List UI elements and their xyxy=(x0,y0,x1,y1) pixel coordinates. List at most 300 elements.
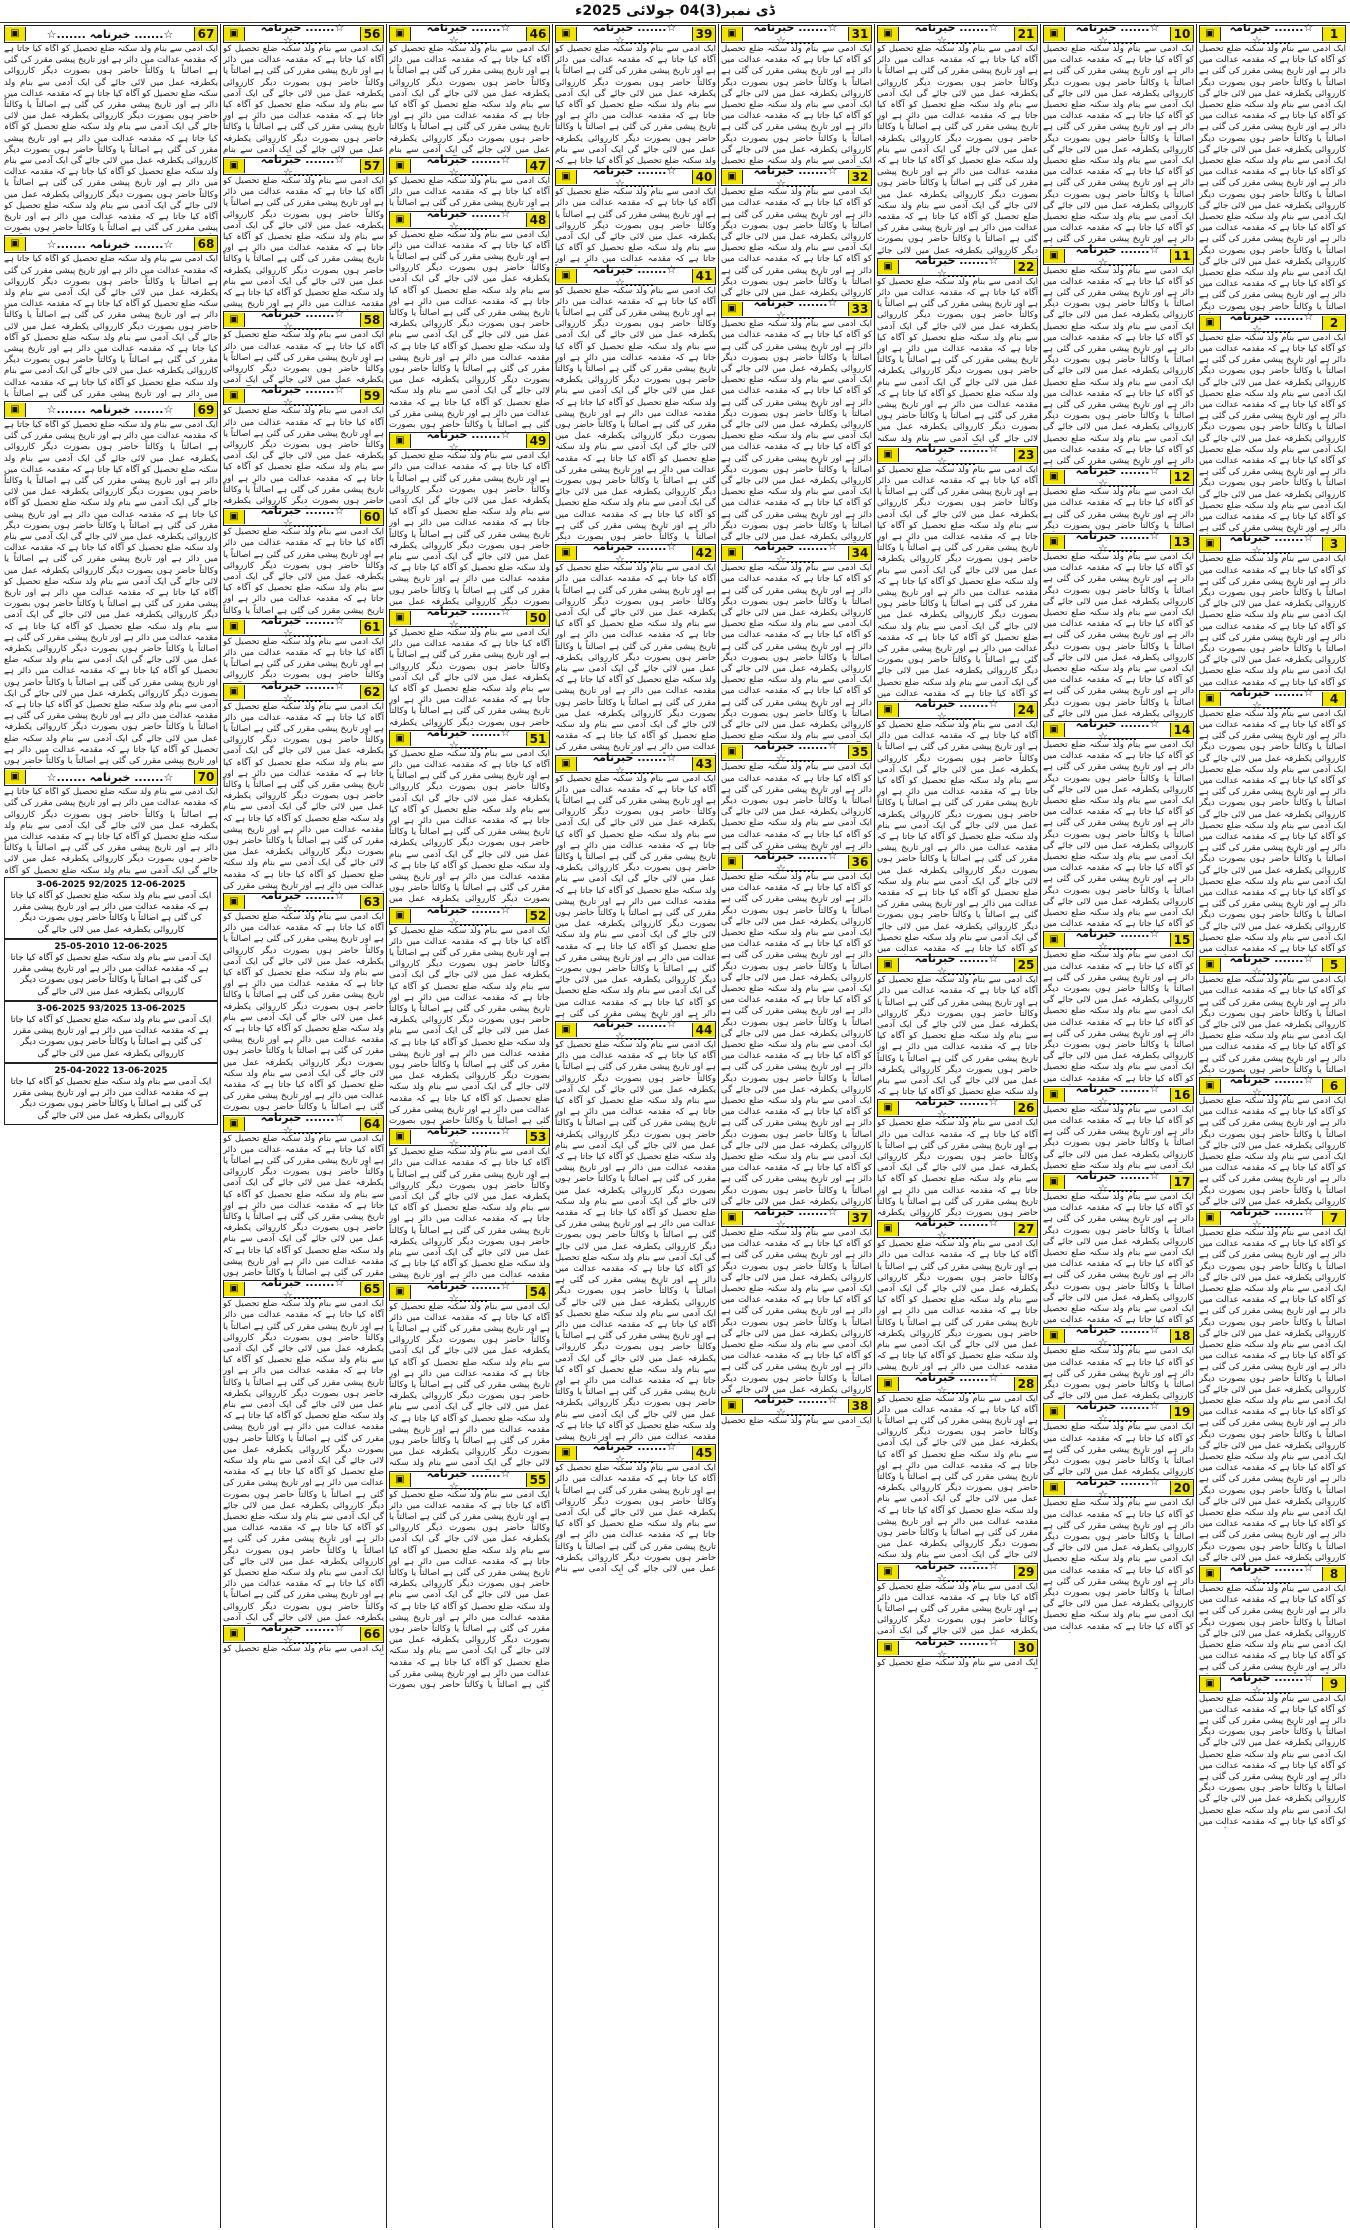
register-badge-icon: ▣ xyxy=(878,1377,899,1391)
notice-item xyxy=(877,441,1038,700)
notice-header xyxy=(877,441,1038,468)
notice-header xyxy=(1043,1081,1194,1108)
notice-number: 17 xyxy=(1170,1175,1193,1189)
notice-header xyxy=(1043,464,1194,491)
notice-label: ☆....... خبرنامہ .......☆ xyxy=(1075,528,1160,555)
notice-number: 40 xyxy=(692,170,715,184)
notice-item xyxy=(877,1216,1038,1373)
column-4 xyxy=(718,24,874,2228)
notice-date: 3-06-2025 93/2025 13-06-2025 xyxy=(36,1003,186,1014)
notice-label: ☆....... خبرنامہ .......☆ xyxy=(260,1620,345,1647)
notice-label: ☆....... خبرنامہ .......☆ xyxy=(1229,309,1314,336)
notice-number: 25 xyxy=(1014,958,1037,972)
notice-number: 57 xyxy=(360,159,383,173)
notice-label: ☆....... خبرنامہ .......☆ xyxy=(1229,1670,1314,1697)
notice-number: 28 xyxy=(1014,1377,1037,1391)
notice-number: 31 xyxy=(848,27,871,41)
column-1 xyxy=(1196,24,1348,2228)
notice-number: 53 xyxy=(526,1130,549,1144)
notice-label: ☆....... خبرنامہ .......☆ xyxy=(260,383,345,410)
notice-label: ☆....... خبرنامہ .......☆ xyxy=(426,153,511,179)
notice-number: 55 xyxy=(526,1473,549,1487)
notice-label: ☆....... خبرنامہ .......☆ xyxy=(1229,1072,1314,1099)
notice-label: ☆....... خبرنامہ .......☆ xyxy=(914,441,999,468)
register-badge-icon: ▣ xyxy=(556,1023,577,1037)
notice-body: ایک آدمی سے بنام ولد سکنہ ضلع تحصیل کو آگاہ کیا جاتا ہے کہ مقدمہ عدالت میں دائر ہے اور تاریخ پیشی مقرر کی گئی ہے اصالتاً یا وکالتاً حاضر ہوں بصورت دیگر کارروائی یکطرفہ عمل میں لائی جائے گی ایک آدمی سے بنام ولد سکنہ ضلع تحصیل کو آگاہ کیا جاتا ہے کہ مقدمہ عدالت میں دائر ہے اور تاریخ پیشی مقرر کی گئی ہے اصالتاً یا وکالتاً حاضر ہوں بصورت دیگر کارروائی یکطرفہ عمل میں لائی جائے گی ایک آدمی سے بنام ولد سکنہ ضلع تحصیل کو آگاہ کیا جاتا ہے کہ مقدمہ عدالت میں دائر ہے اور تاریخ پیشی xyxy=(389,1147,550,1281)
register-badge-icon: ▣ xyxy=(878,27,899,41)
notice-item xyxy=(389,1466,550,1692)
register-badge-icon: ▣ xyxy=(390,1473,411,1487)
notice-number: 47 xyxy=(526,159,549,173)
notice-number: 19 xyxy=(1170,1405,1193,1419)
notice-body: ایک آدمی سے بنام ولد سکنہ ضلع تحصیل کو آگاہ کیا جاتا ہے کہ مقدمہ عدالت میں دائر ہے اور تاریخ پیشی مقرر کی گئی ہے اصالتاً یا وکالتاً حاضر ہوں بصورت دیگر کارروائی یکطرفہ عمل میں لائی جائے گی ایک آدمی سے بنام ولد سکنہ ضلع تحصیل کو آگاہ کیا جاتا ہے کہ مقدمہ عدالت میں دائر ہے اور تاریخ پیشی مقرر کی گئی ہے اصالتاً یا وکالتاً حاضر ہوں بصورت دیگر کارروائی یکطرفہ عمل میں لائی جائے گی ایک آدمی سے بنام ولد سکنہ ضلع تحصیل کو آگاہ کیا جاتا ہے کہ مقدمہ عدالت میں دائر ہے اور تاریخ پیشی مقرر کی گئی ہے اصالتاً یا وکالتاً حاضر ہوں بصورت دیگر کارروائی یکطرفہ عمل میں لائی جائے گی ایک آدمی سے بنام ولد سکنہ ضلع تحصیل کو آگاہ کیا جاتا ہے کہ مقدمہ عدالت میں دائر ہے اور تاریخ پیشی مقرر کی گئی ہے اصالتاً یا وکالتاً حاضر ہوں بصورت دیگر کارروائی یکطرفہ عمل میں لائی جائے گی ایک آدمی سے بنام ولد سکنہ ضلع تحصیل کو آگاہ کیا جاتا ہے کہ مقدمہ عدالت میں دائر ہے اور تاریخ پیشی مقرر کی گئی ہے اصالتاً یا وکالتاً حاضر ہوں بصورت xyxy=(4,44,218,234)
notice-number: 70 xyxy=(194,770,217,784)
notice-item xyxy=(721,25,872,167)
column-6 xyxy=(386,24,552,2228)
notice-label: ☆....... خبرنامہ .......☆ xyxy=(1075,716,1160,743)
notice-body: ایک آدمی سے بنام ولد سکنہ ضلع تحصیل کو آگاہ کیا جاتا ہے کہ مقدمہ عدالت میں دائر ہے اور تاریخ پیشی مقرر کی گئی ہے اصالتاً یا وکالتاً حاضر ہوں بصورت دیگر کارروائی یکطرفہ عمل میں لائی جائے گی ایک آدمی سے بنام ولد سکنہ ضلع تحصیل کو آگاہ کیا جاتا ہے کہ مقدمہ عدالت میں دائر ہے اور تاریخ پیشی مقرر کی گئی ہے اصالتاً یا وکالتاً حاضر ہوں بصورت دیگر xyxy=(1199,975,1346,1075)
notice-body: ایک آدمی سے بنام ولد سکنہ ضلع تحصیل کو آگاہ کیا جاتا ہے کہ مقدمہ عدالت میں دائر ہے اور تاریخ پیشی مقرر کی گئی ہے اصالتاً یا xyxy=(389,176,550,209)
notice-number: 1 xyxy=(1322,27,1345,41)
notice-body: ایک آدمی سے بنام ولد سکنہ ضلع تحصیل کو آگاہ کیا جاتا ہے کہ مقدمہ عدالت میں دائر ہے اور تاریخ پیشی مقرر کی گئی ہے اصالتاً یا وکالتاً حاضر ہوں بصورت دیگر کارروائی یکطرفہ عمل میں لائی جائے گی ایک آدمی سے بنام ولد سکنہ ضلع تحصیل کو آگاہ کیا جاتا ہے کہ مقدمہ عدالت میں دائر ہے اور تاریخ پیشی مقرر کی گئی ہے اصالتاً یا وکالتاً حاضر ہوں بصورت دیگر کارروائی یکطرفہ xyxy=(223,406,384,507)
register-badge-icon: ▣ xyxy=(224,1627,245,1641)
notice-label: ☆....... خبرنامہ .......☆ xyxy=(753,164,838,191)
notice-header xyxy=(1199,685,1346,712)
register-badge-icon: ▣ xyxy=(878,1641,899,1655)
notice-body: ایک آدمی سے بنام ولد سکنہ ضلع تحصیل کو آگاہ کیا جاتا ہے کہ مقدمہ عدالت میں دائر ہے اور تاریخ پیشی مقرر کی گئی ہے اصالتاً یا وکالتاً حاضر ہوں بصورت دیگر xyxy=(1043,487,1194,531)
notice-item xyxy=(223,25,384,156)
notice-item xyxy=(389,25,550,156)
notice-number: 4 xyxy=(1322,692,1345,706)
notice-body: ایک آدمی سے بنام ولد سکنہ ضلع تحصیل کو آگاہ کیا جاتا ہے کہ مقدمہ عدالت میں دائر ہے اور تاریخ پیشی مقرر کی گئی ہے اصالتاً یا وکالتاً حاضر ہوں بصورت دیگر کارروائی یکطرفہ عمل میں لائی جائے گی ایک آدمی سے بنام ولد سکنہ ضلع تحصیل کو آگاہ کیا جاتا ہے کہ مقدمہ عدالت میں دائر ہے اور تاریخ پیشی مقرر کی گئی ہے اصالتاً یا وکالتاً حاضر ہوں بصورت دیگر کارروائی یکطرفہ عمل میں لائی جائے گی ایک آدمی سے بنام ولد سکنہ ضلع تحصیل کو آگاہ کیا جاتا ہے کہ مقدمہ عدالت میں دائر ہے اور تاریخ پیشی مقرر کی گئی ہے اصالتاً یا وکالتاً حاضر ہوں بصورت دیگر کارروائی یکطرفہ عمل میں لائی جائے گی ایک آدمی سے بنام ولد سکنہ ضلع تحصیل کو آگاہ کیا جاتا ہے کہ مقدمہ عدالت میں دائر ہے اور تاریخ پیشی مقرر کی گئی ہے اصالتاً یا وکالتاً حاضر ہوں بصورت دیگر کارروائی یکطرفہ عمل میں لائی جائے گی ایک آدمی سے بنام ولد سکنہ ضلع تحصیل کو آگاہ کیا جاتا ہے کہ مقدمہ عدالت میں دائر ہے اور تاریخ پیشی مقرر کی گئی ہے xyxy=(555,773,716,1019)
notice-header xyxy=(721,24,872,47)
column-5 xyxy=(552,24,718,2228)
notice-label: ☆....... خبرنامہ .......☆ xyxy=(753,1392,838,1419)
register-badge-icon: ▣ xyxy=(390,732,411,746)
notice-item xyxy=(721,164,872,299)
notice-number: 35 xyxy=(848,745,871,759)
notice-header xyxy=(877,24,1038,47)
notice-label: ☆....... خبرنامہ .......☆ xyxy=(1229,24,1314,47)
notice-header xyxy=(1043,528,1194,555)
notice-header xyxy=(223,24,384,47)
notice-body: ایک آدمی سے بنام ولد سکنہ ضلع تحصیل کو آگاہ کیا جاتا ہے کہ مقدمہ عدالت میں دائر ہے اور تاریخ پیشی مقرر کی گئی ہے اصالتاً یا وکالتاً حاضر ہوں بصورت دیگر کارروائی یکطرفہ عمل میں لائی جائے گی ایک آدمی سے بنام ولد سکنہ ضلع تحصیل کو آگاہ کیا جاتا ہے کہ مقدمہ عدالت میں دائر ہے اور تاریخ پیشی مقرر کی گئی ہے اصالتاً یا وکالتاً حاضر ہوں بصورت دیگر کارروائی یکطرفہ عمل میں لائی جائے گی ایک آدمی سے بنام ولد سکنہ ضلع تحصیل کو آگاہ کیا جاتا ہے کہ مقدمہ عدالت میں دائر ہے اور تاریخ پیشی مقرر کی گئی ہے اصالتاً یا وکالتاً حاضر ہوں بصورت دیگر کارروائی یکطرفہ عمل میں لائی جائے گی ایک آدمی سے بنام ولد سکنہ xyxy=(389,1301,550,1469)
notice-label: ☆....... خبرنامہ .......☆ xyxy=(592,1016,677,1043)
register-badge-icon: ▣ xyxy=(5,770,26,784)
notice-number: 50 xyxy=(526,611,549,625)
register-badge-icon: ▣ xyxy=(5,237,26,251)
notice-number: 6 xyxy=(1322,1079,1345,1093)
notice-item xyxy=(223,1276,384,1624)
notice-header xyxy=(721,1392,872,1419)
register-badge-icon: ▣ xyxy=(390,27,411,41)
notice-header xyxy=(1199,1560,1346,1587)
notice-header xyxy=(1199,531,1346,558)
notice-text: ایک آدمی سے بنام ولد سکنہ ضلع تحصیل کو آگاہ کیا جاتا ہے کہ مقدمہ عدالت میں دائر ہے اور تاریخ پیشی مقرر کی گئی ہے اصالتاً یا وکالتاً حاضر ہوں بصورت دیگر کارروائی یکطرفہ عمل میں لائی جائے گی xyxy=(10,1015,212,1059)
notice-body: ایک آدمی سے بنام ولد سکنہ ضلع تحصیل کو آگاہ کیا جاتا ہے کہ مقدمہ عدالت میں دائر ہے اور تاریخ پیشی مقرر کی گئی ہے اصالتاً یا وکالتاً حاضر ہوں بصورت دیگر کارروائی یکطرفہ عمل میں لائی جائے گی ایک آدمی سے بنام ولد سکنہ ضلع تحصیل کو آگاہ کیا جاتا ہے کہ مقدمہ عدالت میں دائر ہے اور تاریخ پیشی مقرر کی گئی ہے اصالتاً یا وکالتاً حاضر ہوں بصورت دیگر کارروائی یکطرفہ xyxy=(389,627,550,728)
notice-label: ☆....... خبرنامہ .......☆ xyxy=(1229,685,1314,712)
notice-item xyxy=(877,1370,1038,1562)
notice-body: ایک آدمی سے بنام ولد سکنہ ضلع تحصیل کو آگاہ کیا جاتا ہے کہ مقدمہ عدالت میں دائر ہے اور تاریخ پیشی مقرر کی گئی ہے اصالتاً یا وکالتاً حاضر ہوں بصورت دیگر کارروائی یکطرفہ عمل میں لائی جائے گی ایک آدمی سے بنام ولد سکنہ ضلع تحصیل کو آگاہ کیا جاتا ہے کہ مقدمہ عدالت میں دائر ہے اور تاریخ پیشی مقرر کی گئی ہے اصالتاً یا وکالتاً xyxy=(223,527,384,616)
notice-label: ☆....... خبرنامہ .......☆ xyxy=(592,1440,677,1467)
notice-item xyxy=(877,1095,1038,1219)
notice-item xyxy=(555,262,716,544)
notice-header xyxy=(877,696,1038,723)
notice-number: 21 xyxy=(1014,27,1037,41)
notice-item xyxy=(1043,716,1194,930)
notice-label: ☆....... خبرنامہ .......☆ xyxy=(592,540,677,567)
notice-header xyxy=(4,401,218,419)
notice-number: 43 xyxy=(692,757,715,771)
notice-number: 36 xyxy=(848,855,871,869)
notice-label: ☆....... خبرنامہ .......☆ xyxy=(1075,927,1160,954)
notice-header xyxy=(1043,1399,1194,1426)
notice-header xyxy=(721,1204,872,1231)
notice-body: ایک آدمی سے بنام ولد سکنہ ضلع تحصیل کو آگاہ کیا جاتا ہے کہ مقدمہ عدالت میں دائر ہے اور تاریخ پیشی مقرر کی گئی ہے اصالتاً یا وکالتاً حاضر ہوں بصورت دیگر کارروائی یکطرفہ عمل میں لائی جائے گی ایک آدمی سے بنام ولد سکنہ ضلع تحصیل کو آگاہ کیا جاتا ہے کہ مقدمہ عدالت میں دائر ہے اور تاریخ پیشی مقرر کی گئی ہے اصالتاً یا وکالتاً حاضر ہوں بصورت دیگر کارروائی یکطرفہ عمل میں لائی جائے گی ایک آدمی سے بنام xyxy=(389,44,550,155)
notice-item xyxy=(721,1204,872,1396)
notice-item xyxy=(877,1634,1038,1669)
column-8 xyxy=(2,24,220,2228)
register-badge-icon: ▣ xyxy=(722,855,743,869)
register-badge-icon: ▣ xyxy=(556,546,577,560)
notice-number: 11 xyxy=(1170,249,1193,263)
register-badge-icon: ▣ xyxy=(1044,723,1065,737)
register-badge-icon: ▣ xyxy=(1044,535,1065,549)
notice-header xyxy=(223,1110,384,1137)
notice-header xyxy=(721,296,872,323)
register-badge-icon: ▣ xyxy=(1044,249,1065,263)
notice-header xyxy=(389,206,550,233)
notice-number: 41 xyxy=(692,269,715,283)
notice-item xyxy=(223,1110,384,1280)
notice-header xyxy=(389,1278,550,1305)
notice-item xyxy=(1043,528,1194,720)
notice-body: ایک آدمی سے بنام ولد سکنہ ضلع تحصیل کو آگاہ کیا جاتا ہے کہ مقدمہ عدالت میں دائر ہے اور تاریخ پیشی مقرر کی گئی ہے اصالتاً یا وکالتاً حاضر ہوں بصورت دیگر کارروائی یکطرفہ عمل میں لائی جائے گی ایک آدمی سے بنام ولد سکنہ ضلع تحصیل کو آگاہ کیا جاتا ہے کہ مقدمہ عدالت میں دائر ہے اور تاریخ پیشی مقرر کی گئی ہے اصالتاً یا وکالتاً حاضر ہوں بصورت دیگر کارروائی یکطرفہ عمل میں لائی جائے گی ایک آدمی سے بنام ولد سکنہ ضلع تحصیل کو آگاہ xyxy=(4,787,218,876)
register-badge-icon: ▣ xyxy=(390,159,411,173)
notice-label: ☆....... خبرنامہ .......☆ xyxy=(1229,1204,1314,1231)
notice-label: ☆....... خبرنامہ .......☆ xyxy=(1229,952,1314,979)
notice-header xyxy=(1199,309,1346,336)
notice-body: ایک آدمی سے بنام ولد سکنہ ضلع تحصیل کو آگاہ کیا جاتا ہے کہ مقدمہ عدالت میں دائر ہے اور تاریخ پیشی مقرر کی گئی ہے اصالتاً یا وکالتاً حاضر ہوں بصورت دیگر کارروائی یکطرفہ عمل میں لائی جائے گی ایک آدمی سے بنام ولد سکنہ ضلع تحصیل کو آگاہ کیا جاتا ہے کہ مقدمہ عدالت میں دائر ہے اور تاریخ پیشی مقرر کی گئی ہے اصالتاً یا وکالتاً حاضر ہوں بصورت دیگر کارروائی یکطرفہ عمل میں لائی جائے گی ایک آدمی سے بنام ولد سکنہ ضلع تحصیل کو آگاہ کیا جاتا ہے کہ مقدمہ عدالت میں xyxy=(1043,1191,1194,1326)
notice-number: 15 xyxy=(1170,933,1193,947)
notice-body: ایک آدمی سے بنام ولد سکنہ ضلع تحصیل کو آگاہ کیا جاتا ہے کہ مقدمہ عدالت میں دائر ہے اور تاریخ پیشی مقرر کی گئی ہے اصالتاً یا وکالتاً حاضر ہوں بصورت دیگر کارروائی یکطرفہ عمل میں لائی جائے گی ایک آدمی سے بنام ولد سکنہ ضلع تحصیل کو آگاہ کیا جاتا ہے کہ مقدمہ عدالت میں دائر ہے اور تاریخ پیشی مقرر کی گئی ہے اصالتاً یا وکالتاً حاضر ہوں بصورت دیگر کارروائی یکطرفہ عمل میں لائی جائے گی ایک آدمی سے بنام ولد سکنہ ضلع تحصیل کو آگاہ کیا جاتا ہے کہ مقدمہ عدالت میں دائر ہے اور تاریخ پیشی مقرر کی گئی ہے اصالتاً یا وکالتاً حاضر ہوں بصورت دیگر کارروائی یکطرفہ عمل میں لائی جائے گی ایک آدمی سے بنام ولد سکنہ ضلع تحصیل کو آگاہ کیا جاتا ہے کہ مقدمہ عدالت میں دائر ہے اور تاریخ پیشی مقرر کی گئی ہے اصالتاً یا وکالتاً حاضر ہوں بصورت دیگر کارروائی یکطرفہ عمل میں لائی جائے xyxy=(877,44,1038,256)
register-badge-icon: ▣ xyxy=(722,1399,743,1413)
notice-label: ☆....... خبرنامہ .......☆ xyxy=(1075,464,1160,491)
notice-number: 26 xyxy=(1014,1101,1037,1115)
notice-body: ایک آدمی سے بنام ولد سکنہ ضلع تحصیل کو xyxy=(223,1643,384,1654)
notice-label: ☆....... خبرنامہ .......☆ xyxy=(426,725,511,752)
notice-header xyxy=(4,25,218,43)
register-badge-icon: ▣ xyxy=(1200,316,1221,330)
notice-body: ایک آدمی سے بنام ولد سکنہ ضلع تحصیل کو آگاہ کیا جاتا ہے کہ مقدمہ عدالت میں دائر ہے اور تاریخ پیشی مقرر کی گئی ہے اصالتاً یا وکالتاً حاضر ہوں بصورت دیگر کارروائی یکطرفہ عمل میں لائی جائے گی ایک آدمی سے بنام ولد سکنہ ضلع تحصیل کو آگاہ کیا جاتا ہے کہ مقدمہ عدالت میں دائر ہے اور تاریخ پیشی مقرر کی گئی ہے xyxy=(1199,1583,1346,1673)
notice-number: 16 xyxy=(1170,1088,1193,1102)
notice-header xyxy=(389,153,550,179)
notice-item xyxy=(1199,531,1346,688)
notice-body: ایک آدمی سے بنام ولد سکنہ ضلع تحصیل کو آگاہ کیا جاتا ہے کہ مقدمہ عدالت میں دائر ہے اور تاریخ پیشی مقرر کی گئی ہے اصالتاً یا وکالتاً حاضر ہوں بصورت دیگر کارروائی یکطرفہ عمل میں لائی جائے گی ایک آدمی سے بنام ولد سکنہ ضلع تحصیل کو آگاہ کیا جاتا ہے کہ مقدمہ عدالت میں دائر ہے اور تاریخ پیشی مقرر کی گئی ہے اصالتاً یا وکالتاً حاضر ہوں بصورت دیگر کارروائی یکطرفہ عمل میں لائی جائے گی ایک آدمی سے بنام ولد سکنہ ضلع تحصیل کو آگاہ کیا جاتا ہے کہ مقدمہ عدالت میں دائر ہے اور تاریخ پیشی xyxy=(877,1239,1038,1373)
notice-header xyxy=(389,1124,550,1151)
notice-header xyxy=(877,1095,1038,1122)
notice-body: ایک آدمی سے بنام ولد سکنہ ضلع تحصیل کو آگاہ کیا جاتا ہے کہ مقدمہ عدالت میں دائر ہے اور تاریخ پیشی مقرر کی گئی ہے اصالتاً یا وکالتاً حاضر ہوں بصورت دیگر کارروائی یکطرفہ عمل میں لائی جائے گی ایک آدمی سے بنام ولد سکنہ ضلع تحصیل کو آگاہ کیا جاتا ہے کہ مقدمہ عدالت میں دائر ہے اور تاریخ پیشی مقرر کی گئی ہے اصالتاً یا وکالتاً حاضر ہوں بصورت دیگر کارروائی یکطرفہ عمل میں لائی جائے گی ایک آدمی سے بنام ولد سکنہ ضلع تحصیل کو آگاہ کیا جاتا ہے کہ مقدمہ عدالت میں xyxy=(1043,950,1194,1084)
notice-item xyxy=(1043,927,1194,1084)
register-badge-icon: ▣ xyxy=(722,1211,743,1225)
notice-number: 61 xyxy=(360,620,383,634)
notice-label: ☆....... خبرنامہ .......☆ xyxy=(46,403,174,417)
register-badge-icon: ▣ xyxy=(1200,537,1221,551)
register-badge-icon: ▣ xyxy=(878,1222,899,1236)
notice-header xyxy=(555,750,716,777)
notice-header xyxy=(1199,1204,1346,1231)
notice-body: ایک آدمی سے بنام ولد سکنہ ضلع تحصیل کو آگاہ کیا جاتا ہے کہ مقدمہ عدالت میں دائر ہے اور تاریخ پیشی مقرر کی گئی ہے اصالتاً یا وکالتاً حاضر ہوں بصورت دیگر کارروائی یکطرفہ عمل میں لائی جائے گی ایک آدمی سے بنام ولد سکنہ ضلع تحصیل کو آگاہ کیا جاتا ہے کہ مقدمہ عدالت میں دائر ہے اور تاریخ پیشی مقرر کی گئی ہے اصالتاً یا وکالتاً حاضر ہوں بصورت دیگر کارروائی یکطرفہ عمل میں لائی جائے گی ایک آدمی سے بنام ولد سکنہ ضلع تحصیل کو آگاہ کیا جاتا ہے کہ مقدمہ عدالت میں دائر ہے اور تاریخ پیشی مقرر کی گئی ہے اصالتاً یا وکالتاً حاضر ہوں بصورت دیگر کارروائی یکطرفہ عمل میں لائی جائے گی ایک آدمی سے بنام ولد سکنہ ضلع تحصیل کو آگاہ کیا جاتا ہے کہ مقدمہ عدالت میں دائر ہے اور تاریخ پیشی مقرر کی xyxy=(223,701,384,891)
notice-body: ایک آدمی سے بنام ولد سکنہ ضلع تحصیل کو آگاہ کیا جاتا ہے کہ مقدمہ عدالت میں دائر ہے اور تاریخ پیشی مقرر کی گئی ہے اصالتاً یا وکالتاً حاضر ہوں بصورت دیگر کارروائی یکطرفہ عمل میں لائی جائے گی ایک آدمی سے بنام ولد سکنہ ضلع تحصیل کو آگاہ کیا جاتا ہے کہ مقدمہ عدالت میں دائر ہے اور تاریخ پیشی مقرر کی گئی ہے اصالتاً یا وکالتاً حاضر ہوں بصورت دیگر کارروائی یکطرفہ عمل میں لائی جائے گی ایک آدمی سے بنام ولد سکنہ ضلع تحصیل کو آگاہ کیا جاتا ہے کہ مقدمہ عدالت میں دائر ہے اور تاریخ پیشی مقرر کی گئی ہے اصالتاً یا وکالتاً حاضر ہوں بصورت دیگر کارروائی یکطرفہ عمل میں لائی جائے گی ایک آدمی سے بنام ولد سکنہ ضلع تحصیل کو آگاہ کیا جاتا ہے کہ مقدمہ عدالت میں دائر ہے اور تاریخ پیشی مقرر کی گئی ہے xyxy=(1043,44,1194,245)
notice-label: ☆....... خبرنامہ .......☆ xyxy=(753,540,838,567)
notice-number: 60 xyxy=(360,510,383,524)
register-badge-icon: ▣ xyxy=(1200,958,1221,972)
notice-header xyxy=(389,1466,550,1493)
notice-item xyxy=(4,25,218,234)
notice-number: 7 xyxy=(1322,1211,1345,1225)
notice-label: ☆....... خبرنامہ .......☆ xyxy=(260,888,345,915)
notice-label: ☆....... خبرنامہ .......☆ xyxy=(914,1370,999,1397)
notice-item xyxy=(877,952,1038,1098)
register-badge-icon: ▣ xyxy=(1044,1175,1065,1189)
notice-item xyxy=(389,902,550,1128)
notice-body: ایک آدمی سے بنام ولد سکنہ ضلع تحصیل کو آگاہ کیا جاتا ہے کہ مقدمہ عدالت میں دائر ہے اور تاریخ پیشی مقرر کی گئی ہے اصالتاً یا وکالتاً حاضر ہوں بصورت دیگر کارروائی یکطرفہ عمل میں لائی جائے گی ایک آدمی سے بنام ولد سکنہ ضلع تحصیل کو آگاہ کیا جاتا ہے کہ مقدمہ عدالت میں دائر ہے اور تاریخ پیشی مقرر کی گئی ہے اصالتاً یا وکالتاً حاضر ہوں بصورت دیگر کارروائی یکطرفہ عمل میں لائی جائے گی ایک آدمی سے بنام xyxy=(555,1463,716,1574)
notice-body: ایک آدمی سے بنام ولد سکنہ ضلع تحصیل کو آگاہ کیا جاتا ہے کہ مقدمہ عدالت میں دائر ہے اور تاریخ پیشی مقرر کی گئی ہے اصالتاً یا وکالتاً حاضر ہوں بصورت دیگر کارروائی یکطرفہ عمل میں لائی جائے گی ایک آدمی سے بنام ولد سکنہ ضلع تحصیل کو آگاہ کیا جاتا ہے کہ مقدمہ عدالت میں دائر ہے اور تاریخ پیشی مقرر کی گئی ہے xyxy=(721,762,872,851)
notice-number: 20 xyxy=(1170,1481,1193,1495)
notice-body: ایک آدمی سے بنام ولد سکنہ ضلع تحصیل کو آگاہ کیا جاتا ہے کہ مقدمہ عدالت میں دائر ہے اور تاریخ پیشی مقرر کی گئی ہے اصالتاً یا وکالتاً حاضر ہوں بصورت دیگر کارروائی یکطرفہ عمل میں لائی جائے گی ایک آدمی سے بنام ولد سکنہ ضلع تحصیل کو آگاہ کیا جاتا ہے کہ مقدمہ عدالت میں دائر ہے اور تاریخ پیشی مقرر کی گئی ہے اصالتاً یا وکالتاً حاضر ہوں بصورت دیگر کارروائی یکطرفہ عمل میں لائی جائے گی ایک آدمی سے بنام ولد سکنہ ضلع تحصیل کو آگاہ کیا جاتا ہے کہ مقدمہ عدالت میں دائر ہے اور تاریخ پیشی مقرر کی گئی ہے اصالتاً یا وکالتاً حاضر ہوں بصورت دیگر کارروائی یکطرفہ عمل میں xyxy=(389,748,550,905)
notice-item xyxy=(721,739,872,852)
notice-header xyxy=(223,383,384,410)
register-badge-icon: ▣ xyxy=(390,611,411,625)
notice-item xyxy=(555,164,716,265)
court-notice xyxy=(4,939,218,1001)
notice-body: ایک آدمی سے بنام ولد سکنہ ضلع تحصیل کو آگاہ کیا جاتا ہے کہ مقدمہ عدالت میں دائر ہے اور تاریخ پیشی مقرر کی گئی ہے اصالتاً یا وکالتاً حاضر ہوں بصورت دیگر کارروائی یکطرفہ عمل میں لائی جائے گی ایک آدمی سے بنام ولد سکنہ ضلع تحصیل کو آگاہ کیا جاتا ہے کہ مقدمہ عدالت میں دائر ہے اور تاریخ پیشی مقرر کی گئی ہے اصالتاً یا وکالتاً حاضر ہوں بصورت دیگر کارروائی یکطرفہ عمل میں لائی جائے گی ایک آدمی سے بنام ولد سکنہ ضلع تحصیل کو آگاہ کیا جاتا ہے کہ xyxy=(877,975,1038,1098)
notice-label: ☆....... خبرنامہ .......☆ xyxy=(46,770,174,784)
register-badge-icon: ▣ xyxy=(556,757,577,771)
notice-label: ☆....... خبرنامہ .......☆ xyxy=(753,24,838,47)
notice-label: ☆....... خبرنامہ .......☆ xyxy=(1075,1323,1160,1350)
register-badge-icon: ▣ xyxy=(1200,27,1221,41)
register-badge-icon: ▣ xyxy=(224,27,245,41)
notice-item xyxy=(877,25,1038,257)
notice-body: ایک آدمی سے بنام ولد سکنہ ضلع تحصیل کو آگاہ کیا جاتا ہے کہ مقدمہ عدالت میں دائر ہے اور تاریخ پیشی مقرر کی گئی ہے اصالتاً یا وکالتاً حاضر ہوں بصورت دیگر کارروائی یکطرفہ عمل میں لائی جائے گی ایک آدمی سے بنام ولد سکنہ ضلع تحصیل کو آگاہ کیا جاتا ہے کہ مقدمہ عدالت میں دائر ہے اور تاریخ پیشی مقرر کی گئی ہے اصالتاً یا وکالتاً حاضر ہوں بصورت دیگر کارروائی یکطرفہ xyxy=(877,1118,1038,1218)
notice-header xyxy=(877,1216,1038,1243)
notice-item xyxy=(1043,1475,1194,1632)
notice-item xyxy=(1199,1072,1346,1208)
register-badge-icon: ▣ xyxy=(556,1446,577,1460)
notice-label: ☆....... خبرنامہ .......☆ xyxy=(592,262,677,289)
notice-date: 3-06-2025 92/2025 12-06-2025 xyxy=(36,879,186,890)
register-badge-icon: ▣ xyxy=(722,302,743,316)
notice-label: ☆....... خبرنامہ .......☆ xyxy=(260,307,345,334)
notice-body: ایک آدمی سے بنام ولد سکنہ ضلع تحصیل کو آگاہ کیا جاتا ہے کہ مقدمہ عدالت میں دائر ہے اور تاریخ پیشی مقرر کی گئی ہے اصالتاً یا وکالتاً حاضر ہوں بصورت دیگر کارروائی یکطرفہ عمل میں لائی جائے گی ایک آدمی سے بنام ولد سکنہ ضلع تحصیل کو آگاہ کیا جاتا ہے کہ مقدمہ عدالت میں دائر ہے اور تاریخ پیشی مقرر کی گئی ہے اصالتاً یا وکالتاً حاضر ہوں بصورت دیگر کارروائی یکطرفہ عمل میں لائی جائے گی ایک آدمی سے بنام ولد سکنہ ضلع تحصیل کو آگاہ کیا جاتا ہے کہ مقدمہ عدالت میں دائر ہے اور تاریخ پیشی مقرر کی گئی ہے اصالتاً یا وکالتاً حاضر ہوں بصورت دیگر کارروائی یکطرفہ عمل میں لائی جائے گی ایک آدمی سے بنام ولد سکنہ ضلع تحصیل کو آگاہ کیا جاتا ہے کہ مقدمہ عدالت میں دائر ہے اور تاریخ پیشی مقرر کی گئی ہے اصالتاً یا وکالتاً حاضر ہوں بصورت xyxy=(223,911,384,1113)
notice-item xyxy=(555,1016,716,1443)
notice-number: 42 xyxy=(692,546,715,560)
notice-header xyxy=(1199,24,1346,47)
notice-item xyxy=(389,206,550,432)
notice-number: 69 xyxy=(194,403,217,417)
column-2 xyxy=(1040,24,1196,2228)
notice-body: ایک آدمی سے بنام ولد سکنہ ضلع تحصیل کو آگاہ کیا جاتا ہے کہ مقدمہ عدالت میں دائر ہے اور تاریخ پیشی مقرر کی گئی ہے اصالتاً یا وکالتاً حاضر ہوں بصورت دیگر کارروائی یکطرفہ عمل میں لائی جائے گی ایک آدمی سے بنام ولد سکنہ ضلع تحصیل کو آگاہ کیا جاتا ہے کہ مقدمہ عدالت میں دائر ہے اور تاریخ پیشی مقرر کی گئی ہے اصالتاً یا وکالتاً حاضر ہوں بصورت دیگر کارروائی یکطرفہ عمل میں لائی جائے گی ایک آدمی سے بنام ولد سکنہ ضلع تحصیل کو آگاہ کیا جاتا ہے کہ xyxy=(555,44,716,167)
notice-body: ایک آدمی سے بنام ولد سکنہ ضلع تحصیل کو آگاہ کیا جاتا ہے کہ مقدمہ عدالت میں دائر ہے اور تاریخ پیشی مقرر کی گئی ہے اصالتاً یا وکالتاً حاضر ہوں بصورت دیگر کارروائی یکطرفہ عمل میں لائی جائے گی ایک آدمی سے بنام ولد سکنہ ضلع تحصیل کو آگاہ کیا جاتا ہے کہ مقدمہ عدالت میں دائر ہے اور تاریخ پیشی مقرر کی گئی ہے اصالتاً یا وکالتاً حاضر ہوں بصورت دیگر کارروائی یکطرفہ عمل میں لائی جائے گی ایک آدمی سے بنام ولد سکنہ ضلع تحصیل کو آگاہ کیا جاتا ہے کہ مقدمہ عدالت میں دائر ہے اور تاریخ پیشی مقرر کی گئی ہے اصالتاً یا وکالتاً حاضر ہوں بصورت دیگر کارروائی یکطرفہ عمل میں لائی جائے گی ایک آدمی سے بنام ولد سکنہ ضلع تحصیل کو آگاہ کیا جاتا ہے کہ مقدمہ عدالت میں دائر ہے اور تاریخ پیشی مقرر کی گئی ہے اصالتاً یا وکالتاً حاضر ہوں بصورت دیگر کارروائی یکطرفہ عمل میں لائی جائے گی ایک آدمی سے بنام ولد سکنہ ضلع تحصیل کو آگاہ کیا جاتا ہے کہ مقدمہ عدالت میں دائر ہے اور تاریخ پیشی مقرر کی گئی ہے اصالتاً یا وکالتاً حاضر ہوں بصورت دیگر کارروائی یکطرفہ عمل میں لائی جائے گی ایک آدمی سے بنام ولد سکنہ ضلع تحصیل کو آگاہ کیا جاتا ہے کہ مقدمہ عدالت میں دائر ہے اور تاریخ پیشی مقرر کی گئی ہے اصالتاً یا وکالتاً حاضر ہوں بصورت دیگر کارروائی یکطرفہ عمل میں لائی جائے گی xyxy=(721,871,872,1207)
notice-body: ایک آدمی سے بنام ولد سکنہ ضلع تحصیل کو آگاہ کیا جاتا ہے کہ مقدمہ عدالت میں دائر ہے اور تاریخ پیشی مقرر کی گئی ہے اصالتاً یا وکالتاً حاضر ہوں بصورت دیگر کارروائی یکطرفہ عمل میں لائی جائے گی ایک آدمی سے بنام ولد سکنہ ضلع تحصیل کو آگاہ کیا جاتا ہے کہ مقدمہ عدالت میں دائر ہے اور تاریخ پیشی مقرر کی گئی ہے اصالتاً یا وکالتاً حاضر ہوں بصورت دیگر کارروائی یکطرفہ عمل میں لائی جائے گی ایک آدمی سے بنام ولد سکنہ ضلع تحصیل کو آگاہ کیا جاتا ہے کہ مقدمہ عدالت میں دائر ہے اور تاریخ پیشی مقرر کی گئی ہے اصالتاً یا وکالتاً حاضر ہوں بصورت دیگر کارروائی یکطرفہ عمل میں لائی جائے گی ایک آدمی سے بنام ولد سکنہ ضلع تحصیل کو آگاہ کیا جاتا ہے کہ مقدمہ عدالت میں دائر ہے اور تاریخ پیشی مقرر کی گئی ہے xyxy=(1199,332,1346,534)
notice-body: ایک آدمی سے بنام ولد سکنہ ضلع تحصیل کو آگاہ کیا جاتا ہے کہ مقدمہ عدالت میں دائر ہے اور تاریخ پیشی مقرر کی گئی ہے اصالتاً یا وکالتاً حاضر ہوں بصورت دیگر کارروائی یکطرفہ عمل میں لائی جائے گی ایک آدمی سے بنام ولد سکنہ ضلع تحصیل کو آگاہ کیا جاتا ہے کہ مقدمہ عدالت میں دائر ہے اور تاریخ پیشی مقرر کی گئی ہے اصالتاً یا وکالتاً حاضر ہوں بصورت دیگر کارروائی یکطرفہ عمل میں لائی جائے گی ایک آدمی سے بنام ولد سکنہ ضلع تحصیل xyxy=(721,44,872,167)
notice-number: 32 xyxy=(848,170,871,184)
notice-number: 56 xyxy=(360,27,383,41)
notice-header xyxy=(389,604,550,631)
register-badge-icon: ▣ xyxy=(1200,1211,1221,1225)
notice-number: 66 xyxy=(360,1627,383,1641)
notice-header xyxy=(1043,716,1194,743)
notice-body: ایک آدمی سے بنام ولد سکنہ ضلع تحصیل کو آگاہ کیا جاتا ہے کہ مقدمہ عدالت میں دائر ہے اور تاریخ پیشی مقرر کی گئی ہے اصالتاً یا وکالتاً حاضر ہوں بصورت دیگر کارروائی یکطرفہ عمل میں لائی جائے گی ایک آدمی سے بنام ولد سکنہ ضلع تحصیل کو آگاہ کیا جاتا ہے کہ مقدمہ عدالت میں دائر ہے اور تاریخ پیشی مقرر کی گئی ہے اصالتاً یا وکالتاً حاضر ہوں بصورت دیگر کارروائی یکطرفہ عمل میں لائی جائے گی ایک آدمی سے بنام ولد سکنہ ضلع تحصیل کو آگاہ کیا جاتا ہے کہ مقدمہ عدالت میں دائر ہے اور تاریخ پیشی مقرر کی گئی ہے اصالتاً یا وکالتاً حاضر ہوں بصورت دیگر کارروائی یکطرفہ عمل میں لائی جائے گی ایک آدمی سے بنام ولد سکنہ ضلع تحصیل کو آگاہ کیا جاتا ہے کہ مقدمہ عدالت میں دائر ہے اور تاریخ پیشی مقرر کی گئی ہے اصالتاً یا وکالتاً حاضر ہوں بصورت دیگر کارروائی یکطرفہ عمل میں لائی جائے گی ایک آدمی سے بنام ولد سکنہ ضلع تحصیل کو آگاہ کیا جاتا ہے کہ مقدمہ عدالت میں دائر ہے اور تاریخ پیشی مقرر کی گئی ہے اصالتاً یا وکالتاً حاضر ہوں بصورت دیگر xyxy=(555,285,716,543)
notice-body: ایک آدمی سے بنام ولد سکنہ ضلع تحصیل کو آگاہ کیا جاتا ہے کہ مقدمہ عدالت میں دائر ہے اور تاریخ پیشی مقرر کی گئی ہے اصالتاً یا وکالتاً حاضر ہوں بصورت دیگر کارروائی یکطرفہ عمل میں لائی جائے گی ایک آدمی سے بنام ولد سکنہ ضلع تحصیل کو آگاہ کیا جاتا ہے کہ مقدمہ عدالت میں دائر ہے اور تاریخ پیشی مقرر کی گئی ہے اصالتاً یا وکالتاً حاضر ہوں بصورت دیگر کارروائی یکطرفہ عمل میں لائی جائے گی ایک آدمی سے بنام ولد سکنہ ضلع تحصیل کو آگاہ کیا جاتا ہے کہ مقدمہ عدالت میں دائر ہے اور تاریخ پیشی مقرر کی گئی ہے اصالتاً یا وکالتاً حاضر ہوں بصورت دیگر کارروائی یکطرفہ عمل میں لائی جائے گی ایک آدمی سے بنام ولد سکنہ xyxy=(877,276,1038,444)
notice-body: ایک آدمی سے بنام ولد سکنہ ضلع تحصیل کو آگاہ کیا جاتا ہے کہ مقدمہ عدالت میں دائر ہے اور تاریخ پیشی مقرر کی گئی ہے اصالتاً یا وکالتاً حاضر ہوں بصورت دیگر کارروائی یکطرفہ عمل میں لائی جائے گی ایک آدمی xyxy=(877,1581,1038,1637)
notice-item xyxy=(389,153,550,210)
notice-item xyxy=(1043,1399,1194,1478)
register-badge-icon: ▣ xyxy=(390,909,411,923)
notice-label: ☆....... خبرنامہ .......☆ xyxy=(1075,1081,1160,1108)
register-badge-icon: ▣ xyxy=(390,434,411,448)
notice-header xyxy=(1199,1072,1346,1099)
notice-body: ایک آدمی سے بنام ولد سکنہ ضلع تحصیل کو آگاہ کیا جاتا ہے کہ مقدمہ عدالت میں دائر ہے اور تاریخ پیشی مقرر کی گئی ہے اصالتاً یا وکالتاً حاضر ہوں بصورت دیگر کارروائی یکطرفہ عمل میں لائی جائے گی ایک آدمی سے بنام ولد سکنہ ضلع تحصیل کو آگاہ کیا جاتا ہے کہ مقدمہ عدالت میں دائر ہے اور تاریخ پیشی مقرر کی گئی ہے اصالتاً یا وکالتاً حاضر ہوں بصورت دیگر کارروائی یکطرفہ عمل میں لائی جائے گی ایک آدمی سے بنام ولد سکنہ ضلع تحصیل کو آگاہ کیا جاتا ہے کہ مقدمہ عدالت میں دائر ہے اور تاریخ پیشی مقرر کی گئی ہے اصالتاً یا وکالتاً حاضر ہوں بصورت دیگر کارروائی یکطرفہ عمل میں لائی جائے گی ایک آدمی سے بنام ولد سکنہ ضلع تحصیل کو آگاہ کیا جاتا ہے کہ مقدمہ عدالت میں دائر ہے اور تاریخ پیشی مقرر کی گئی ہے اصالتاً یا وکالتاً حاضر ہوں بصورت دیگر کارروائی یکطرفہ عمل میں لائی جائے گی ایک آدمی سے بنام ولد سکنہ ضلع تحصیل کو آگاہ کیا جاتا ہے کہ مقدمہ عدالت میں دائر ہے اور تاریخ پیشی مقرر کی گئی ہے اصالتاً یا وکالتاً حاضر ہوں بصورت دیگر کارروائی یکطرفہ عمل میں لائی جائے گی ایک آدمی سے بنام ولد سکنہ ضلع تحصیل کو آگاہ کیا جاتا ہے کہ مقدمہ عدالت میں دائر ہے اور تاریخ پیشی مقرر کی گئی ہے اصالتاً یا وکالتاً حاضر ہوں بصورت دیگر کارروائی یکطرفہ عمل میں لائی جائے گی ایک آدمی سے بنام ولد سکنہ ضلع تحصیل کو آگاہ کیا جاتا ہے کہ مقدمہ عدالت میں دائر ہے اور تاریخ پیشی مقرر کی گئی ہے اصالتاً یا وکالتاً حاضر ہوں بصورت دیگر کارروائی یکطرفہ عمل میں لائی جائے گی ایک آدمی سے بنام ولد سکنہ ضلع تحصیل کو آگاہ کیا جاتا ہے کہ مقدمہ عدالت میں دائر ہے اور تاریخ پیشی مقرر کی گئی ہے اصالتاً یا وکالتاً حاضر ہوں بصورت دیگر کارروائی یکطرفہ عمل میں لائی جائے گی ایک آدمی سے بنام ولد سکنہ ضلع تحصیل کو آگاہ کیا جاتا ہے کہ مقدمہ عدالت میں دائر ہے اور تاریخ پیشی مقرر کی گئی ہے اصالتاً یا وکالتاً حاضر ہوں xyxy=(4,419,218,767)
notice-header xyxy=(555,1440,716,1467)
notice-label: ☆....... خبرنامہ .......☆ xyxy=(426,1466,511,1493)
register-badge-icon: ▣ xyxy=(1044,470,1065,484)
notice-number: 30 xyxy=(1014,1641,1037,1655)
notice-header xyxy=(1043,1168,1194,1195)
notice-item xyxy=(389,604,550,729)
notice-number: 29 xyxy=(1014,1565,1037,1579)
notice-header xyxy=(1043,927,1194,954)
notice-item xyxy=(223,888,384,1114)
register-badge-icon: ▣ xyxy=(224,1282,245,1296)
notice-header xyxy=(389,428,550,455)
notice-number: 18 xyxy=(1170,1329,1193,1343)
notice-label: ☆....... خبرنامہ .......☆ xyxy=(260,1276,345,1303)
notice-number: 64 xyxy=(360,1117,383,1131)
notice-item xyxy=(223,1620,384,1655)
register-badge-icon: ▣ xyxy=(224,159,245,173)
notice-body: ایک آدمی سے بنام ولد سکنہ ضلع تحصیل کو آگاہ کیا جاتا ہے کہ مقدمہ عدالت میں دائر ہے اور تاریخ پیشی مقرر کی گئی ہے اصالتاً یا وکالتاً حاضر ہوں بصورت دیگر کارروائی یکطرفہ عمل میں لائی جائے گی xyxy=(1043,1346,1194,1402)
notice-body: ایک آدمی سے بنام ولد سکنہ ضلع تحصیل کو آگاہ کیا جاتا ہے کہ مقدمہ عدالت میں دائر ہے اور تاریخ پیشی مقرر کی گئی ہے اصالتاً یا وکالتاً حاضر ہوں بصورت دیگر کارروائی یکطرفہ عمل میں لائی جائے گی ایک آدمی سے بنام ولد سکنہ ضلع تحصیل کو آگاہ کیا جاتا ہے کہ مقدمہ عدالت میں دائر ہے اور تاریخ پیشی مقرر کی گئی ہے اصالتاً یا وکالتاً حاضر ہوں بصورت دیگر کارروائی یکطرفہ عمل میں لائی جائے گی ایک آدمی سے بنام ولد سکنہ ضلع تحصیل کو آگاہ کیا جاتا ہے کہ مقدمہ عدالت میں xyxy=(1199,554,1346,688)
notice-number: 9 xyxy=(1322,1677,1345,1691)
notice-label: ☆....... خبرنامہ .......☆ xyxy=(914,1216,999,1243)
notice-label: ☆....... خبرنامہ .......☆ xyxy=(753,296,838,323)
notice-label: ☆....... خبرنامہ .......☆ xyxy=(914,952,999,979)
notice-header xyxy=(1199,952,1346,979)
notice-body: ایک آدمی سے بنام ولد سکنہ ضلع تحصیل کو آگاہ کیا جاتا ہے کہ مقدمہ عدالت میں دائر ہے اور تاریخ پیشی مقرر کی گئی ہے اصالتاً یا وکالتاً حاضر ہوں بصورت دیگر کارروائی یکطرفہ عمل میں لائی جائے گی ایک آدمی سے بنام ولد سکنہ ضلع تحصیل کو آگاہ کیا جاتا ہے کہ مقدمہ عدالت میں دائر ہے اور تاریخ پیشی مقرر کی گئی ہے اصالتاً یا وکالتاً حاضر ہوں بصورت دیگر کارروائی یکطرفہ عمل میں لائی جائے گی xyxy=(1199,1095,1346,1207)
notice-number: 44 xyxy=(692,1023,715,1037)
notice-header xyxy=(877,1370,1038,1397)
notice-label: ☆....... خبرنامہ .......☆ xyxy=(260,153,345,179)
notice-item xyxy=(1199,952,1346,1076)
notice-item xyxy=(1199,25,1346,313)
notice-header xyxy=(223,307,384,334)
notice-label: ☆....... خبرنامہ .......☆ xyxy=(753,739,838,766)
notice-number: 12 xyxy=(1170,470,1193,484)
notice-header xyxy=(877,1634,1038,1661)
notice-header xyxy=(223,1620,384,1647)
notice-header xyxy=(223,678,384,705)
notice-item xyxy=(555,540,716,753)
notice-label: ☆....... خبرنامہ .......☆ xyxy=(426,902,511,929)
notice-number: 23 xyxy=(1014,448,1037,462)
register-badge-icon: ▣ xyxy=(722,745,743,759)
notice-item xyxy=(1199,309,1346,535)
notice-number: 48 xyxy=(526,213,549,227)
notice-label: ☆....... خبرنامہ .......☆ xyxy=(753,848,838,875)
notice-item xyxy=(1043,464,1194,532)
notice-number: 33 xyxy=(848,302,871,316)
notice-label: ☆....... خبرنامہ .......☆ xyxy=(592,24,677,47)
notice-number: 22 xyxy=(1014,260,1037,274)
notice-body: ایک آدمی سے بنام ولد سکنہ ضلع تحصیل کو آگاہ کیا جاتا ہے کہ مقدمہ عدالت میں دائر ہے اور تاریخ پیشی مقرر کی گئی ہے اصالتاً یا وکالتاً حاضر ہوں بصورت دیگر کارروائی یکطرفہ عمل میں لائی جائے گی ایک آدمی سے بنام ولد سکنہ ضلع تحصیل کو آگاہ کیا جاتا ہے کہ مقدمہ عدالت میں دائر ہے اور تاریخ پیشی مقرر کی گئی ہے اصالتاً یا وکالتاً حاضر ہوں بصورت دیگر کارروائی یکطرفہ عمل میں لائی جائے گی ایک آدمی سے بنام ولد سکنہ ضلع تحصیل کو آگاہ کیا جاتا ہے کہ مقدمہ عدالت میں دائر ہے اور تاریخ پیشی مقرر کی گئی ہے اصالتاً یا وکالتاً حاضر ہوں بصورت دیگر کارروائی یکطرفہ عمل میں لائی جائے گی ایک آدمی سے بنام ولد سکنہ ضلع تحصیل کو آگاہ کیا جاتا ہے کہ مقدمہ عدالت میں دائر ہے اور تاریخ پیشی مقرر کی xyxy=(555,563,716,753)
notice-body: ایک آدمی سے بنام ولد سکنہ ضلع تحصیل کو آگاہ کیا جاتا ہے کہ مقدمہ عدالت میں دائر ہے اور تاریخ پیشی مقرر کی گئی ہے اصالتاً یا وکالتاً حاضر ہوں بصورت دیگر کارروائی یکطرفہ عمل میں لائی جائے گی ایک آدمی سے بنام ولد سکنہ ضلع تحصیل xyxy=(1043,1104,1194,1171)
notice-body: ایک آدمی سے بنام ولد سکنہ ضلع تحصیل کو آگاہ کیا جاتا ہے کہ مقدمہ عدالت میں دائر ہے اور تاریخ پیشی مقرر کی گئی ہے اصالتاً یا وکالتاً حاضر ہوں بصورت دیگر کارروائی یکطرفہ عمل میں لائی جائے گی ایک آدمی سے بنام ولد سکنہ ضلع تحصیل کو آگاہ کیا جاتا ہے کہ مقدمہ عدالت میں دائر ہے اور تاریخ پیشی مقرر کی گئی ہے اصالتاً یا وکالتاً حاضر ہوں بصورت دیگر کارروائی یکطرفہ عمل میں لائی جائے گی ایک آدمی سے بنام ولد سکنہ ضلع تحصیل کو آگاہ کیا جاتا ہے کہ مقدمہ عدالت میں دائر ہے اور تاریخ پیشی مقرر کی گئی ہے اصالتاً یا وکالتاً حاضر ہوں بصورت دیگر کارروائی یکطرفہ عمل میں لائی جائے گی ایک آدمی سے بنام ولد سکنہ ضلع تحصیل کو آگاہ کیا جاتا ہے کہ مقدمہ عدالت میں دائر ہے اور تاریخ پیشی مقرر کی گئی ہے اصالتاً یا وکالتاً حاضر ہوں بصورت xyxy=(389,229,550,431)
notice-label: ☆....... خبرنامہ .......☆ xyxy=(914,1095,999,1122)
notice-label: ☆....... خبرنامہ .......☆ xyxy=(426,1278,511,1305)
register-badge-icon: ▣ xyxy=(1200,1079,1221,1093)
register-badge-icon: ▣ xyxy=(1044,27,1065,41)
notice-number: 14 xyxy=(1170,723,1193,737)
notice-label: ☆....... خبرنامہ .......☆ xyxy=(1229,531,1314,558)
notice-label: ☆....... خبرنامہ .......☆ xyxy=(260,613,345,640)
notice-header xyxy=(389,725,550,752)
notice-label: ☆....... خبرنامہ .......☆ xyxy=(1075,24,1160,47)
notice-item xyxy=(877,253,1038,445)
notice-number: 65 xyxy=(360,1282,383,1296)
register-badge-icon: ▣ xyxy=(224,895,245,909)
notice-header xyxy=(877,253,1038,280)
register-badge-icon: ▣ xyxy=(556,269,577,283)
notice-body: ایک آدمی سے بنام ولد سکنہ ضلع تحصیل کو آگاہ کیا جاتا ہے کہ مقدمہ عدالت میں دائر ہے اور تاریخ پیشی مقرر کی گئی ہے اصالتاً یا وکالتاً حاضر ہوں بصورت دیگر کارروائی یکطرفہ عمل میں لائی جائے گی ایک آدمی سے بنام ولد سکنہ ضلع تحصیل کو آگاہ کیا جاتا ہے کہ مقدمہ عدالت میں دائر ہے اور تاریخ پیشی مقرر کی گئی ہے اصالتاً یا وکالتاً حاضر ہوں بصورت دیگر کارروائی یکطرفہ عمل میں لائی جائے گی ایک آدمی سے بنام ولد سکنہ ضلع تحصیل کو آگاہ کیا جاتا ہے کہ مقدمہ عدالت میں دائر ہے اور تاریخ پیشی مقرر کی گئی ہے اصالتاً یا وکالتاً حاضر ہوں بصورت دیگر کارروائی یکطرفہ عمل میں لائی جائے گی ایک آدمی سے بنام ولد سکنہ ضلع تحصیل کو آگاہ کیا جاتا ہے کہ مقدمہ عدالت میں دائر ہے اور تاریخ پیشی مقرر کی گئی ہے اصالتاً یا وکالتاً حاضر ہوں بصورت xyxy=(389,925,550,1127)
notice-label: ☆....... خبرنامہ .......☆ xyxy=(1075,1399,1160,1426)
notice-item xyxy=(389,428,550,608)
notice-item xyxy=(223,307,384,386)
notice-item xyxy=(721,296,872,543)
court-notice xyxy=(4,1001,218,1063)
notice-body: ایک آدمی سے بنام ولد سکنہ ضلع تحصیل کو آگاہ کیا جاتا ہے کہ مقدمہ عدالت میں دائر ہے اور تاریخ پیشی مقرر کی گئی ہے اصالتاً یا وکالتاً حاضر ہوں بصورت دیگر کارروائی یکطرفہ عمل میں لائی جائے گی ایک آدمی سے بنام ولد سکنہ ضلع تحصیل کو آگاہ کیا جاتا ہے کہ مقدمہ عدالت میں دائر ہے اور تاریخ پیشی مقرر کی گئی ہے اصالتاً یا وکالتاً حاضر ہوں بصورت دیگر کارروائی یکطرفہ عمل میں لائی جائے گی ایک آدمی سے بنام ولد سکنہ ضلع تحصیل کو آگاہ کیا جاتا ہے کہ مقدمہ عدالت میں دائر ہے اور تاریخ پیشی مقرر کی گئی ہے اصالتاً یا وکالتاً حاضر ہوں بصورت دیگر کارروائی یکطرفہ عمل میں لائی جائے گی ایک آدمی سے بنام ولد سکنہ ضلع تحصیل xyxy=(721,563,872,742)
notice-body: ایک آدمی سے بنام ولد سکنہ ضلع تحصیل کو آگاہ کیا جاتا ہے کہ مقدمہ عدالت میں دائر ہے اور تاریخ پیشی مقرر کی گئی ہے اصالتاً یا وکالتاً حاضر ہوں بصورت دیگر کارروائی یکطرفہ عمل میں لائی جائے گی ایک آدمی سے بنام ولد سکنہ ضلع تحصیل کو آگاہ کیا جاتا ہے کہ مقدمہ عدالت میں دائر ہے اور تاریخ پیشی مقرر کی گئی ہے اصالتاً یا وکالتاً حاضر ہوں بصورت دیگر کارروائی یکطرفہ عمل میں لائی جائے گی ایک آدمی سے بنام ولد سکنہ ضلع تحصیل کو آگاہ کیا جاتا ہے کہ مقدمہ عدالت میں دائر ہے اور تاریخ پیشی مقرر کی گئی ہے اصالتاً یا وکالتاً حاضر ہوں بصورت دیگر کارروائی یکطرفہ عمل میں لائی جائے گی ایک آدمی سے بنام ولد سکنہ ضلع تحصیل کو آگاہ کیا جاتا ہے کہ مقدمہ عدالت میں دائر ہے اور تاریخ پیشی مقرر کی گئی ہے اصالتاً یا وکالتاً حاضر ہوں بصورت دیگر کارروائی یکطرفہ عمل میں لائی جائے گی ایک آدمی سے بنام ولد سکنہ ضلع تحصیل کو آگاہ کیا جاتا ہے کہ مقدمہ عدالت میں دائر ہے اور تاریخ پیشی مقرر کی گئی ہے اصالتاً یا وکالتاً حاضر ہوں بصورت دیگر کارروائی یکطرفہ عمل میں لائی جائے گی ایک آدمی سے بنام ولد سکنہ ضلع تحصیل کو آگاہ کیا جاتا ہے کہ مقدمہ عدالت میں دائر ہے اور تاریخ پیشی مقرر کی گئی ہے اصالتاً یا وکالتاً حاضر ہوں بصورت دیگر کارروائی یکطرفہ عمل میں لائی جائے گی ایک آدمی xyxy=(223,1299,384,1623)
notice-header xyxy=(223,1276,384,1303)
notice-text: ایک آدمی سے بنام ولد سکنہ ضلع تحصیل کو آگاہ کیا جاتا ہے کہ مقدمہ عدالت میں دائر ہے اور تاریخ پیشی مقرر کی گئی ہے اصالتاً یا وکالتاً حاضر ہوں بصورت دیگر کارروائی یکطرفہ عمل میں لائی جائے گی xyxy=(10,890,212,935)
register-badge-icon: ▣ xyxy=(390,1285,411,1299)
register-badge-icon: ▣ xyxy=(5,403,26,417)
notice-body: ایک آدمی سے بنام ولد سکنہ ضلع تحصیل کو آگاہ کیا جاتا ہے کہ مقدمہ عدالت میں دائر ہے اور تاریخ پیشی مقرر کی گئی ہے اصالتاً یا وکالتاً حاضر ہوں بصورت دیگر کارروائی یکطرفہ عمل میں لائی جائے گی ایک آدمی سے بنام ولد سکنہ ضلع تحصیل کو آگاہ کیا جاتا ہے کہ مقدمہ عدالت میں دائر ہے اور تاریخ پیشی مقرر کی گئی ہے اصالتاً یا وکالتاً حاضر ہوں بصورت دیگر کارروائی یکطرفہ عمل میں لائی جائے گی ایک آدمی سے بنام ولد سکنہ ضلع تحصیل کو آگاہ کیا جاتا ہے کہ مقدمہ عدالت میں دائر ہے اور تاریخ پیشی مقرر کی گئی ہے اصالتاً یا وکالتاً حاضر ہوں بصورت دیگر کارروائی یکطرفہ عمل میں لائی جائے گی ایک آدمی سے بنام ولد سکنہ ضلع تحصیل کو آگاہ کیا جاتا ہے کہ مقدمہ عدالت میں دائر ہے اور تاریخ پیشی مقرر کی گئی ہے xyxy=(1043,265,1194,467)
notice-header xyxy=(877,1558,1038,1585)
notice-body: ایک آدمی سے بنام ولد سکنہ ضلع تحصیل کو آگاہ کیا جاتا ہے کہ مقدمہ عدالت میں دائر ہے اور تاریخ پیشی مقرر کی گئی ہے اصالتاً یا وکالتاً حاضر ہوں بصورت دیگر کارروائی یکطرفہ عمل میں لائی جائے گی ایک آدمی سے بنام ولد سکنہ ضلع تحصیل کو آگاہ کیا جاتا ہے کہ مقدمہ عدالت میں دائر ہے اور تاریخ پیشی مقرر کی گئی ہے اصالتاً یا وکالتاً حاضر ہوں بصورت دیگر کارروائی یکطرفہ عمل میں لائی جائے گی ایک آدمی سے بنام ولد سکنہ ضلع تحصیل کو آگاہ کیا جاتا ہے کہ مقدمہ عدالت میں دائر ہے اور تاریخ پیشی مقرر کی گئی ہے اصالتاً یا وکالتاً حاضر ہوں بصورت دیگر کارروائی یکطرفہ عمل میں لائی جائے گی xyxy=(721,1227,872,1395)
notice-item xyxy=(555,1440,716,1575)
notice-label: ☆....... خبرنامہ .......☆ xyxy=(426,1124,511,1151)
register-badge-icon: ▣ xyxy=(224,1117,245,1131)
notice-header xyxy=(223,613,384,640)
notice-number: 39 xyxy=(692,27,715,41)
notice-label: ☆....... خبرنامہ .......☆ xyxy=(914,24,999,47)
notice-header xyxy=(721,739,872,766)
register-badge-icon: ▣ xyxy=(878,1565,899,1579)
register-badge-icon: ▣ xyxy=(390,213,411,227)
notice-body: ایک آدمی سے بنام ولد سکنہ ضلع تحصیل کو آگاہ کیا جاتا ہے کہ مقدمہ عدالت میں دائر ہے اور تاریخ پیشی مقرر کی گئی ہے اصالتاً یا وکالتاً حاضر ہوں بصورت دیگر کارروائی یکطرفہ عمل میں لائی جائے گی ایک آدمی xyxy=(223,330,384,386)
notice-number: 51 xyxy=(526,732,549,746)
notice-label: ☆....... خبرنامہ .......☆ xyxy=(46,27,174,41)
register-badge-icon: ▣ xyxy=(224,313,245,327)
notice-number: 24 xyxy=(1014,703,1037,717)
notice-item xyxy=(389,725,550,906)
notice-item xyxy=(877,696,1038,955)
register-badge-icon: ▣ xyxy=(722,546,743,560)
notice-header xyxy=(1043,1475,1194,1502)
notice-item xyxy=(223,678,384,892)
